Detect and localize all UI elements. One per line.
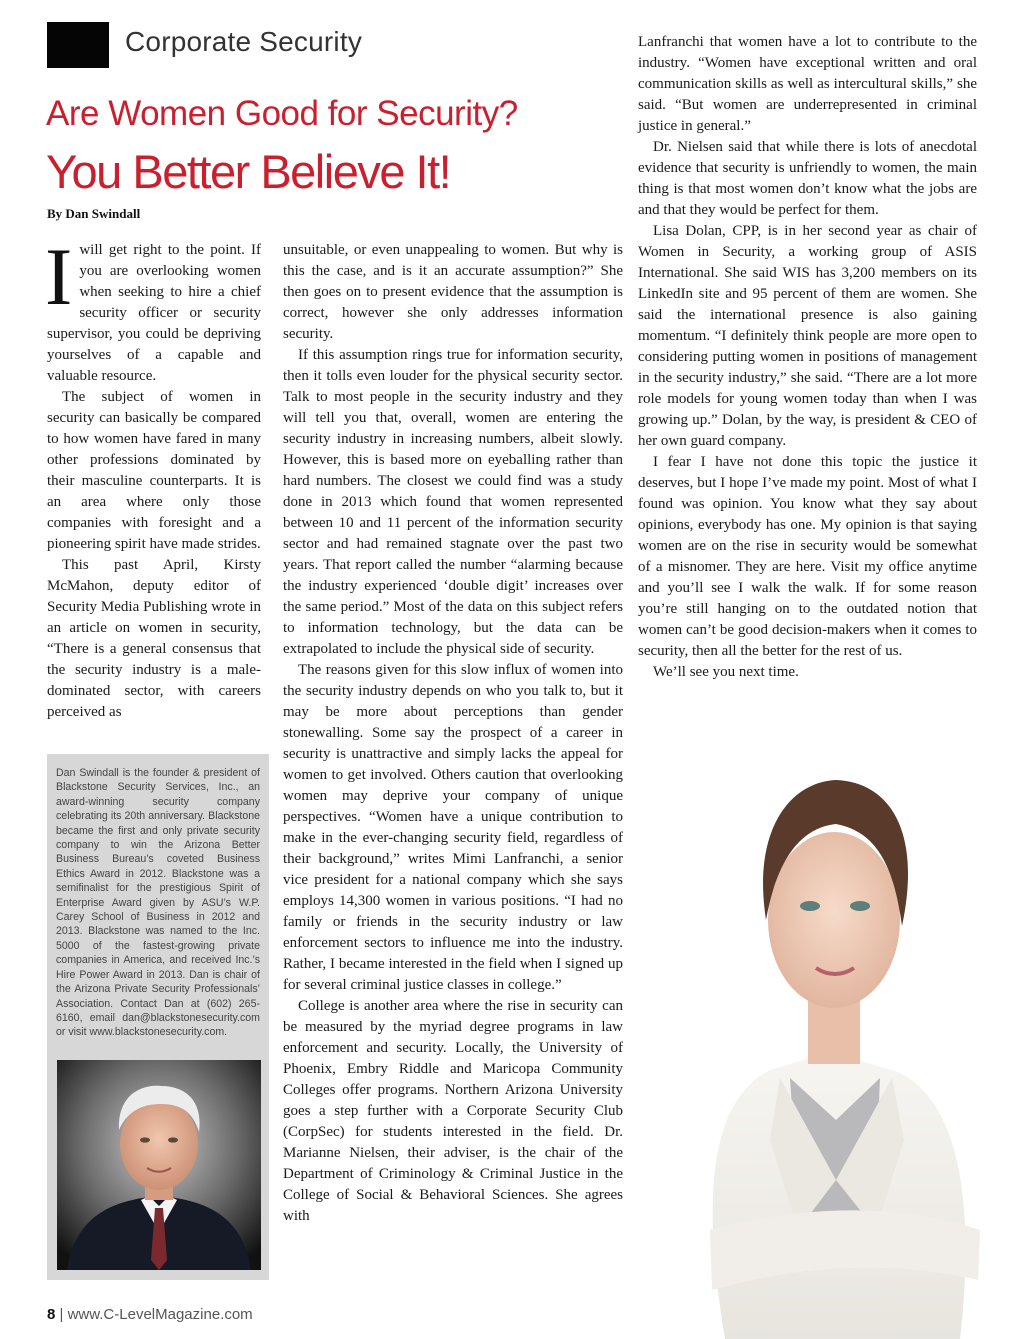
woman-photo <box>640 760 1024 1339</box>
article-paragraph: College is another area where the rise in security can be measured by the myriad degree programs in law enforcement and security. Locally, the University of Phoenix, Embry Riddle and Maricopa Community Colleges offer programs. Northern Arizona University goes a step further with a Corporate Security Club (CorpSec) for students interested in the field. Dr. Marianne Nielsen, their adviser, is the chair of the Department of Criminology & Criminal Justice in the College of Social & Behavioral Sciences. She agrees with <box>283 998 623 1224</box>
article-paragraph: Dr. Nielsen said that while there is lots of anecdotal evidence that security is unfriendly to women, the main thing is that most women don’t know what the jobs are and that they would be perfect for them. <box>638 139 977 218</box>
author-bio-text: Dan Swindall is the founder & president of Blackstone Security Services, Inc., an award-winning security company celebrating its 20th anniversary. Blackstone became the first and only private security company to win the Arizona Better Business Bureau’s coveted Business Ethics Award in 2012. Blackstone was a semifinalist for the prestigious Spirit of Enterprise Award given by ASU’s W.P. Carey School of Business in 2012 and 2013. Blackstone was named to the Inc. 5000 of the fastest-growing private companies in America, and received Inc.’s Hire Power Award in 2013. Dan is chair of the Arizona Private Security Professionals’ Association. Contact Dan at (602) 265-6160, email dan@blackstonesecurity.com or visit www.blackstonesecurity.com. <box>56 767 260 1039</box>
article-paragraph: Lanfranchi that women have a lot to contribute to the industry. “Women have exceptional written and oral communication skills as well as intercultural skills,” she said. “But women are underrepresented in criminal justice in general.” <box>638 34 977 134</box>
author-bio-box <box>47 754 269 1280</box>
article-paragraph: We’ll see you next time. <box>653 664 799 680</box>
byline: By Dan Swindall <box>47 206 141 221</box>
article-paragraph: The reasons given for this slow influx of women into the security industry depends on who you talk to, but it may be more about perceptions than gender stonewalling. Some say the prospect of a career in security is unattractive and simply lacks the appeal for women to get involved. Others caution that overlooking women may deprive your company of unique perspectives. “Women have a unique contribution to make in the ever-changing security field, regardless of their background,” writes Mimi Lanfranchi, a senior vice president for a national company which she says employs 14,300 women in various positions. “I had no family or friends in the security industry or law enforcement sectors to influence me into the industry. Rather, I became interested in the field when I signed up for several criminal justice classes in college.” <box>283 662 623 993</box>
article-paragraph: This past April, Kirsty McMahon, deputy editor of Security Media Publishing wrote in an article on women in security, “There is a general consensus that the security industry is a male-dominated sector, with careers perceived as <box>47 557 261 720</box>
drop-cap: I <box>45 231 73 322</box>
article-paragraph: Lisa Dolan, CPP, is in her second year as chair of Women in Security, a working group of ASIS International. She said WIS has 3,200 members on its LinkedIn site and 95 percent of them are women. She said the international presence is also gaining momentum. “I definitely think people are more open to considering putting women in positions of management in the security industry,” she said. “There are a lot more role models for young women today than when I was growing up.” Dolan, by the way, is president & CEO of her own guard company. <box>638 223 977 449</box>
paragraph-text: will get right to the point. If you are overlooking women when seeking to hire a chief security officer or security supervisor, you could be depriving yourselves of a capable and valuable resource. <box>47 242 261 384</box>
section-label: Corporate Security <box>125 26 363 57</box>
article-column-1 <box>45 231 261 723</box>
page-number: 8 <box>47 1306 56 1323</box>
article-paragraph: I fear I have not done this topic the justice it deserves, but I hope I’ve made my point. Most of what I found was opinion. You know what they say about opinions, everybody has one. My opinion is that saying women are on the rise in security would be somewhat of a misnomer. They are here. Visit my office anytime and you’ll see I walk the walk. If for some reason you’re still hanging on to the outdated notion that women can’t be good decision-makers when it comes to security, then all the better for the rest of us. <box>638 454 977 659</box>
headline-line-2: You Better Believe It! <box>46 145 451 198</box>
author-photo <box>57 1060 261 1270</box>
page-footer <box>47 1306 253 1323</box>
section-block <box>47 22 109 68</box>
article-paragraph: unsuitable, or even unappealing to women. But why is this the case, and is it an accurate assumption?” She then goes on to present evidence that the assumption is correct, however she only addresses information security. <box>283 242 623 342</box>
footer-separator: | <box>59 1306 64 1323</box>
article-paragraph: If this assumption rings true for information security, then it tolls even louder for the physical security sector. Talk to most people in the security industry and they will tell you that, overall, women are entering the security industry in increasing numbers, albeit slowly. However, this is based more on eyeballing rather than hard numbers. The closest we could find was a study done in 2013 which found that women represented between 10 and 11 percent of the information security sector and had remained stagnate over the past two years. That report called the number “alarming because the industry experienced ‘double digit’ increases over the same period.” Most of the data on this subject refers to information technology, but the data can be extrapolated to include the physical side of security. <box>283 347 623 657</box>
article-column-2 <box>283 240 623 1227</box>
article-paragraph: The subject of women in security can basically be compared to how women have fared in many other professions dominated by their masculine counterparts. It is an area where only those companies with foresight and a pioneering spirit have made strides. <box>47 389 261 552</box>
article-column-3 <box>638 32 977 683</box>
article-paragraph <box>45 231 261 387</box>
headline-line-1: Are Women Good for Security? <box>46 94 518 133</box>
footer-site-link[interactable]: www.C-LevelMagazine.com <box>67 1306 253 1323</box>
